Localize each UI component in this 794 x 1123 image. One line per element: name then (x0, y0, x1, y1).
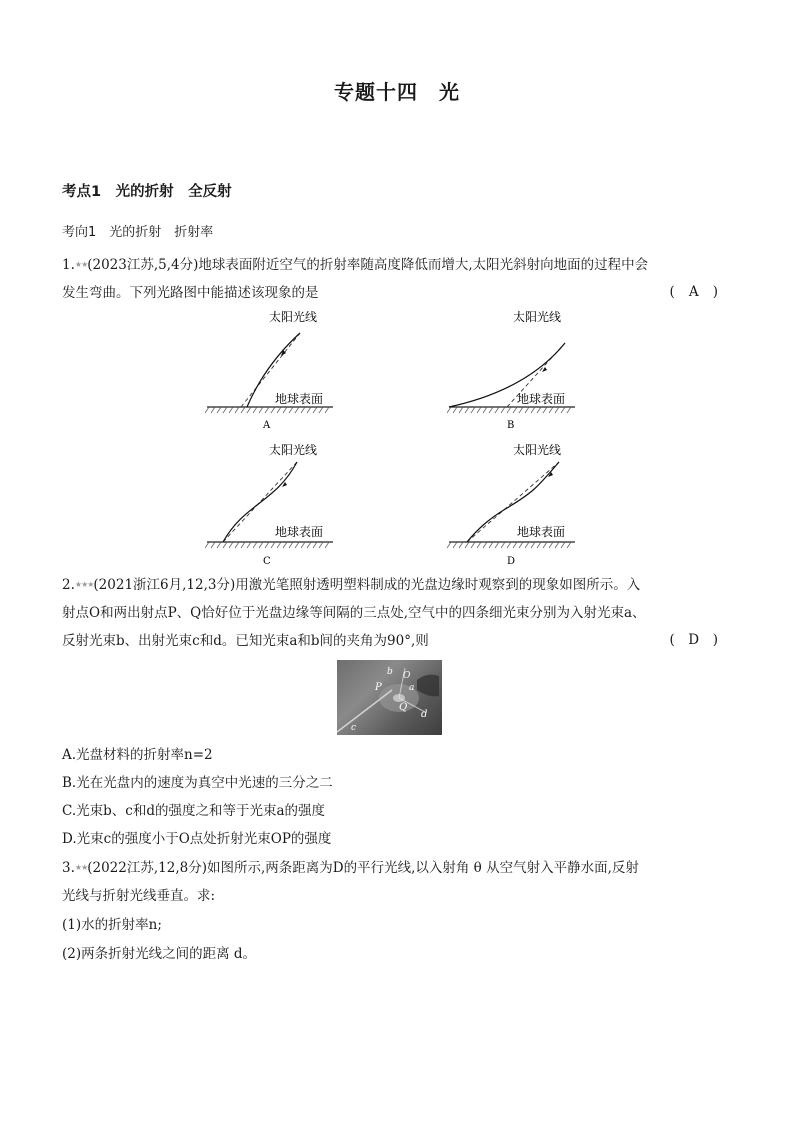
difficulty-stars-icon: ★★ (74, 260, 88, 269)
q2-answer: ( D ) (669, 632, 718, 648)
q2-option-c: C.光束b、c和d的强度之和等于光束a的强度 (62, 803, 326, 819)
fig-d-ground-label: 地球表面 (517, 525, 566, 539)
q2-option-b: B.光在光盘内的速度为真空中光速的三分之二 (62, 775, 333, 791)
q2-number: 2. (62, 577, 75, 593)
q3-number: 3. (62, 860, 75, 876)
figure-d (447, 438, 577, 568)
figure-a (205, 305, 335, 430)
fig-c-sun-label: 太阳光线 (269, 443, 318, 457)
q2-text-line1: (2021浙江6月,12,3分)用激光笔照射透明塑料制成的光盘边缘时观察到的现象如图所示。入 (93, 577, 641, 593)
q1-line2: 发生弯曲。下列光路图中能描述该现象的是 (62, 285, 319, 301)
figure-b (447, 305, 577, 430)
fig-a-sun-label: 太阳光线 (269, 310, 318, 324)
q1-text-line1: (2023江苏,5,4分)地球表面附近空气的折射率随高度降低而增大,太阳光斜射向地面的过程中会 (87, 257, 649, 273)
fig-a-option-label: A (263, 420, 271, 430)
photo-label-q: Q (399, 702, 408, 713)
difficulty-stars-icon: ★★ (74, 863, 88, 872)
q3-line2: 光线与折射光线垂直。求: (62, 888, 216, 904)
difficulty-stars-icon: ★★★ (74, 580, 94, 589)
photo-label-p: P (375, 682, 382, 693)
fig-d-option-label: D (507, 556, 516, 567)
q2-answer-value: D (688, 632, 700, 648)
q3-sub2: (2)两条折射光线之间的距离 d。 (62, 946, 257, 962)
fig-a-ground-label: 地球表面 (275, 392, 324, 406)
fig-c-option-label: C (263, 556, 271, 567)
q1-answer-value: A (688, 284, 699, 300)
optical-disc-photo (337, 660, 442, 735)
q1-answer: ( A ) (669, 284, 718, 300)
photo-label-a: a (409, 683, 415, 693)
q2-line3: 反射光束b、出射光束c和d。已知光束a和b间的夹角为90°,则 (62, 633, 429, 649)
photo-label-o: O (403, 671, 411, 681)
q3-line1 (62, 859, 732, 877)
fig-b-ground-label: 地球表面 (517, 392, 566, 406)
q2-option-a: A.光盘材料的折射率n=2 (62, 747, 213, 763)
q1-number: 1. (62, 257, 75, 273)
photo-label-d: d (421, 709, 428, 720)
fig-b-sun-label: 太阳光线 (513, 310, 562, 324)
q1-line1 (62, 256, 732, 274)
fig-c-ground-label: 地球表面 (275, 525, 324, 539)
q3-text-line1: (2022江苏,12,8分)如图所示,两条距离为D的平行光线,以入射角 θ 从空气射入平静水面,反射 (87, 860, 639, 876)
page-title: 专题十四 光 (334, 80, 460, 104)
fig-d-sun-label: 太阳光线 (513, 443, 562, 457)
subsection-heading: 考向1 光的折射 折射率 (62, 225, 214, 240)
photo-label-b: b (387, 667, 393, 677)
fig-b-option-label: B (507, 420, 515, 430)
section-heading: 考点1 光的折射 全反射 (62, 184, 232, 200)
q2-option-d: D.光束c的强度小于O点处折射光束OP的强度 (62, 831, 332, 847)
q2-line2: 射点O和两出射点P、Q恰好位于光盘边缘等间隔的三点处,空气中的四条细光束分别为入射光束a、 (62, 605, 646, 621)
photo-label-c: c (351, 723, 357, 733)
q3-sub1: (1)水的折射率n; (62, 917, 162, 933)
q2-line1 (62, 576, 732, 594)
figure-c (205, 438, 335, 568)
